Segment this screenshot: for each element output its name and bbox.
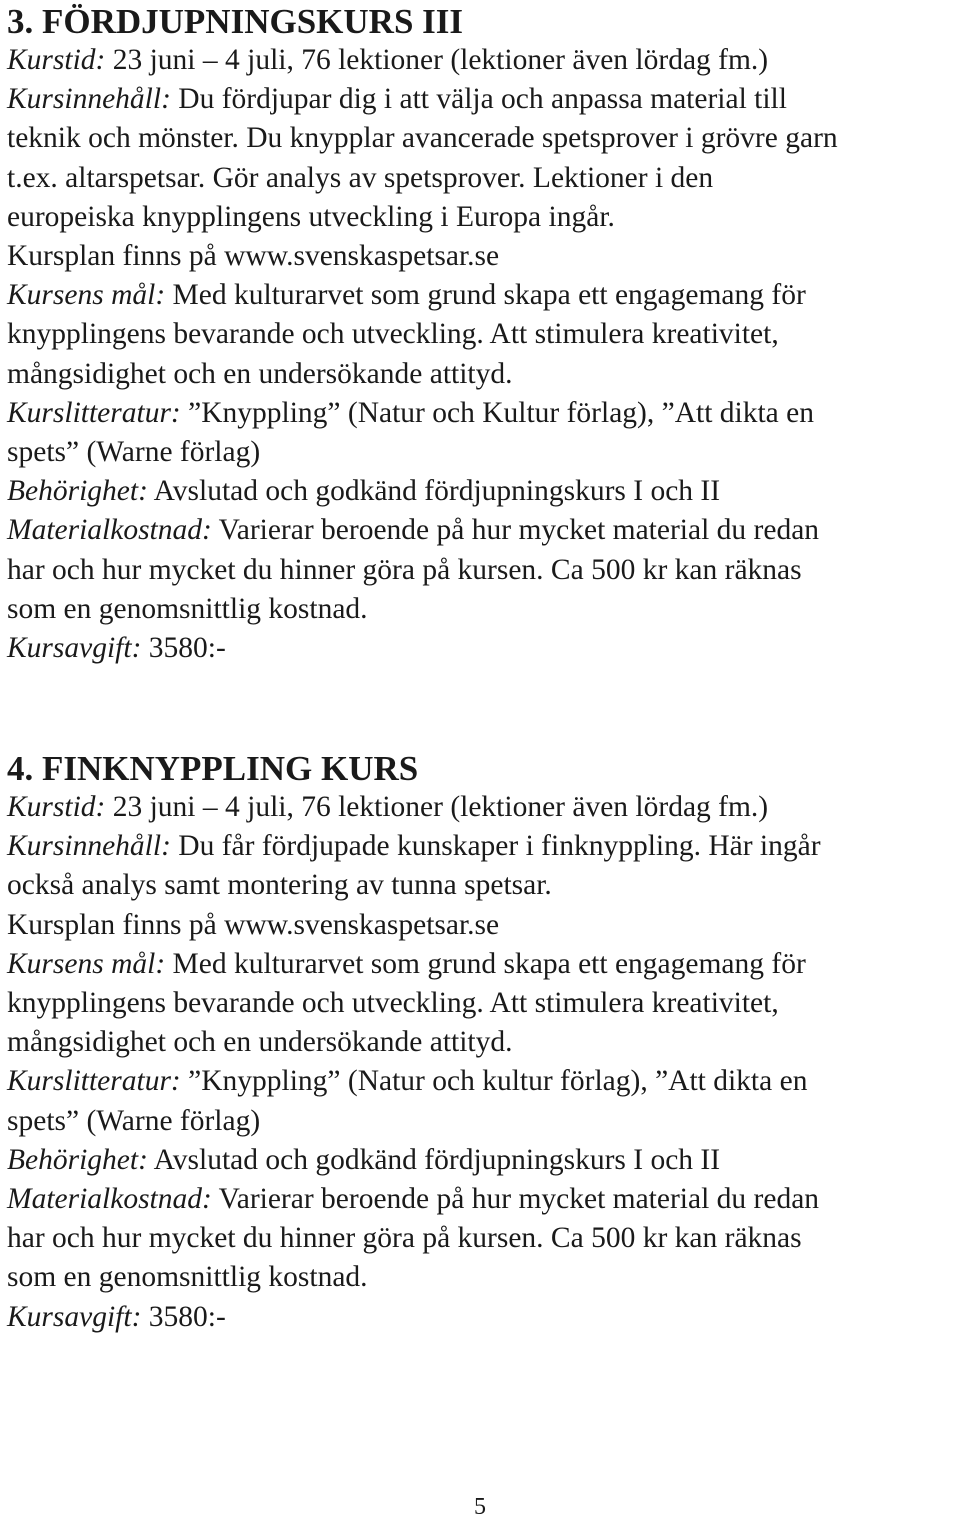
text-line — [7, 788, 821, 827]
text-line — [7, 237, 838, 276]
text-line — [7, 906, 821, 945]
text-line — [7, 984, 821, 1023]
text-segment: mångsidighet och en undersökande attityd. — [7, 1026, 513, 1059]
text-line — [7, 551, 838, 590]
text-line — [7, 1219, 821, 1258]
text-line — [7, 433, 838, 472]
text-line — [7, 827, 821, 866]
text-segment: mångsidighet och en undersökande attityd. — [7, 357, 513, 390]
text-segment: 23 juni – 4 juli, 76 lektioner (lektioner även lördag fm.) — [105, 44, 769, 76]
text-line — [7, 511, 838, 550]
text-segment: knypplingens bevarande och utveckling. Att stimulera kreativitet, — [7, 987, 779, 1020]
text-segment: teknik och mönster. Du knypplar avancerade spetsprover i grövre garn — [7, 122, 838, 155]
text-segment: knypplingens bevarande och utveckling. Att stimulera kreativitet, — [7, 318, 779, 351]
text-segment: 23 juni – 4 juli, 76 lektioner (lektioner även lördag fm.) — [105, 791, 769, 823]
field-label: Behörighet: — [7, 1143, 148, 1176]
text-line — [7, 315, 838, 354]
text-segment: Varierar beroende på hur mycket material du redan — [211, 1183, 820, 1216]
page-number: 5 — [474, 1494, 486, 1520]
field-label: Kurslitteratur: — [7, 1065, 181, 1098]
text-segment: Kursplan finns på www.svenskaspetsar.se — [7, 908, 500, 941]
field-label: Kursavgift: — [7, 632, 142, 665]
text-segment: ”Knyppling” (Natur och kultur förlag), ”Att dikta en — [180, 1065, 808, 1098]
section-title: 4. FINKNYPPLING KURS — [7, 749, 419, 788]
text-segment: Du fördjupar dig i att välja och anpassa material till — [170, 83, 787, 116]
text-line — [7, 629, 838, 668]
text-segment: Avslutad och godkänd fördjupningskurs I och II — [147, 475, 721, 508]
text-segment: ”Knyppling” (Natur och Kultur förlag), ”Att dikta en — [180, 396, 814, 429]
text-line — [7, 1258, 821, 1297]
text-line — [7, 1141, 821, 1180]
text-segment: har och hur mycket du hinner göra på kursen. Ca 500 kr kan räknas — [7, 1222, 802, 1255]
field-label: Kursens mål: — [7, 279, 166, 312]
text-line — [7, 1023, 821, 1062]
field-label: Kursinnehåll: — [7, 830, 171, 863]
text-line — [7, 945, 821, 984]
field-label: Kursens mål: — [7, 947, 166, 980]
text-segment: har och hur mycket du hinner göra på kursen. Ca 500 kr kan räknas — [7, 553, 802, 586]
text-segment: spets” (Warne förlag) — [7, 436, 261, 469]
text-line — [7, 276, 838, 315]
text-segment: också analys samt montering av tunna spetsar. — [7, 869, 552, 902]
field-label: Materialkostnad: — [7, 514, 212, 547]
text-segment: Med kulturarvet som grund skapa ett engagemang för — [165, 279, 806, 312]
text-line — [7, 866, 821, 905]
course-section-4 — [7, 749, 821, 1337]
text-segment: Med kulturarvet som grund skapa ett engagemang för — [165, 947, 806, 980]
field-label: Kursavgift: — [7, 1300, 142, 1333]
text-line — [7, 472, 838, 511]
text-line — [7, 1062, 821, 1101]
text-segment: t.ex. altarspetsar. Gör analys av spetsprover. Lektioner i den — [7, 161, 714, 194]
text-line — [7, 1298, 821, 1337]
text-line — [7, 1102, 821, 1141]
text-line — [7, 198, 838, 237]
course-section-3 — [7, 2, 838, 668]
section-title: 3. FÖRDJUPNINGSKURS III — [7, 2, 464, 41]
text-segment: 3580:- — [141, 632, 226, 665]
text-segment: Avslutad och godkänd fördjupningskurs I och II — [147, 1143, 721, 1176]
text-line — [7, 41, 838, 80]
text-line — [7, 159, 838, 198]
field-label: Kurstid: — [7, 44, 106, 76]
text-segment: spets” (Warne förlag) — [7, 1104, 261, 1137]
field-label: Behörighet: — [7, 475, 148, 508]
text-line — [7, 355, 838, 394]
field-label: Kurslitteratur: — [7, 396, 181, 429]
text-segment: Varierar beroende på hur mycket material du redan — [211, 514, 820, 547]
text-segment: som en genomsnittlig kostnad. — [7, 592, 368, 625]
field-label: Kurstid: — [7, 791, 106, 823]
text-line — [7, 394, 838, 433]
section-body — [7, 788, 821, 1337]
text-line — [7, 119, 838, 158]
field-label: Kursinnehåll: — [7, 83, 171, 116]
section-body — [7, 41, 838, 668]
text-line — [7, 1180, 821, 1219]
text-segment: europeiska knypplingens utveckling i Europa ingår. — [7, 200, 615, 233]
text-segment: Du får fördjupade kunskaper i finknyppling. Här ingår — [170, 830, 821, 863]
text-segment: Kursplan finns på www.svenskaspetsar.se — [7, 240, 500, 273]
field-label: Materialkostnad: — [7, 1183, 212, 1216]
text-segment: som en genomsnittlig kostnad. — [7, 1261, 368, 1294]
text-line — [7, 80, 838, 119]
text-line — [7, 590, 838, 629]
text-segment: 3580:- — [141, 1300, 226, 1333]
